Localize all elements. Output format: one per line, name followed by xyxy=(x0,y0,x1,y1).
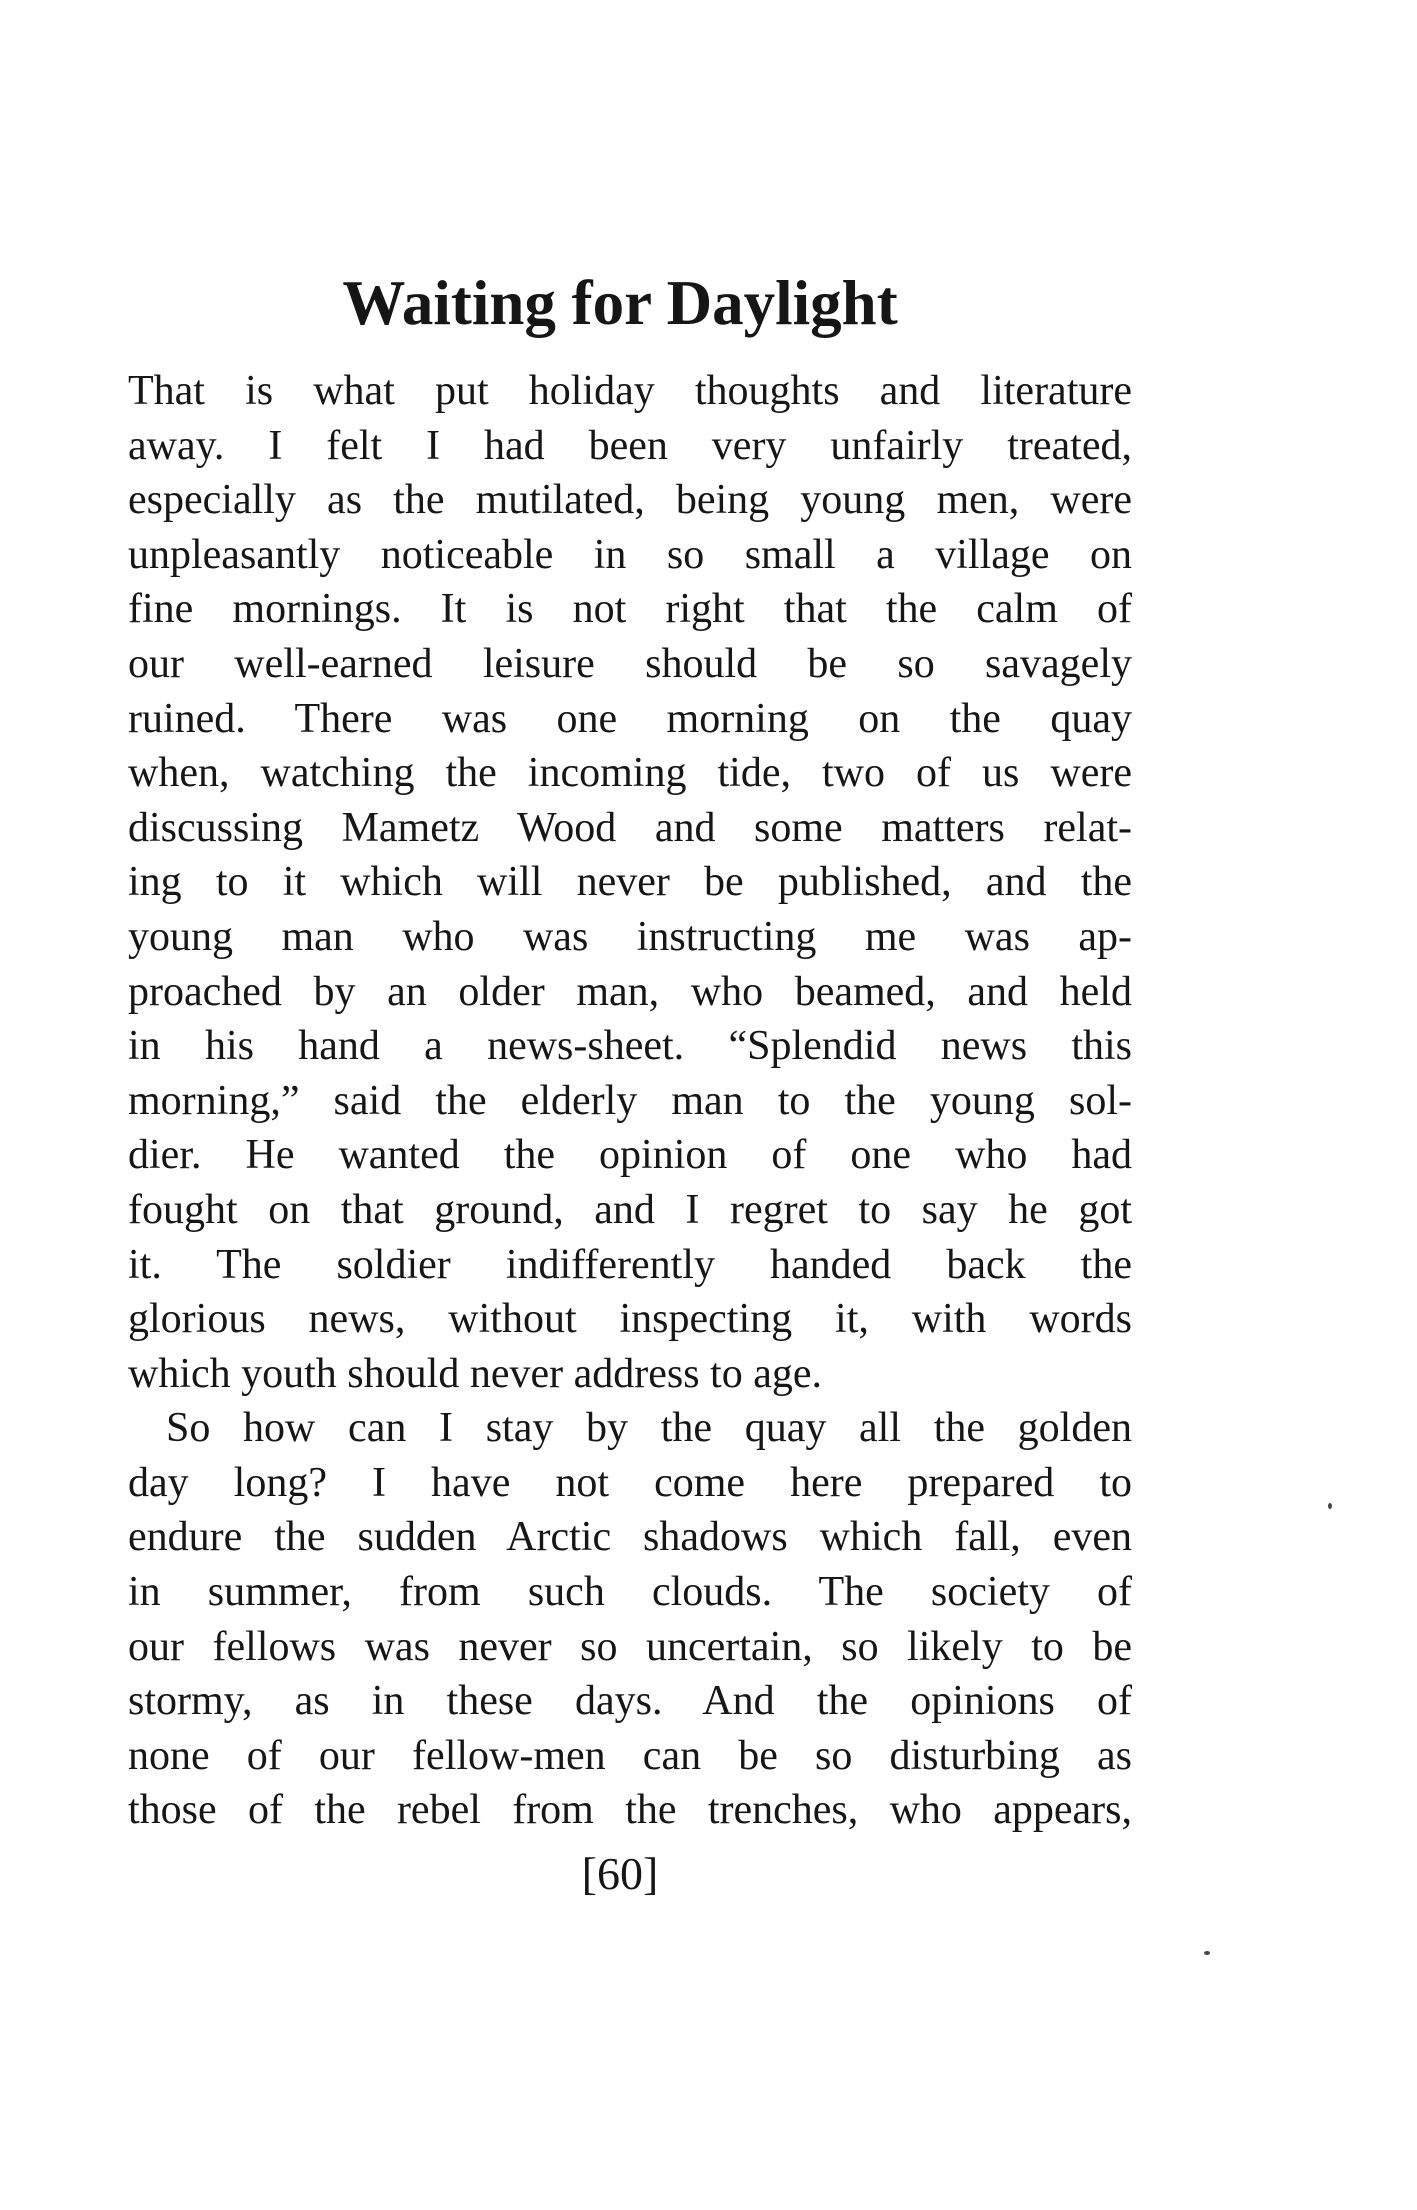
text-line: That is what put holiday thoughts and literature xyxy=(128,368,1132,414)
text-line: which youth should never address to age. xyxy=(128,1350,823,1397)
text-line: away. I felt I had been very unfairly treated, xyxy=(128,422,1132,469)
text-line: proached by an older man, who beamed, and held xyxy=(128,968,1132,1015)
print-speck xyxy=(1328,1503,1332,1509)
paragraph-1 xyxy=(128,364,1132,1401)
print-speck xyxy=(1204,1951,1210,1955)
text-line: in his hand a news-sheet. “Splendid news this xyxy=(128,1023,1132,1070)
text-line: dier. He wanted the opinion of one who had xyxy=(128,1132,1132,1179)
text-line: it. The soldier indifferently handed back the xyxy=(128,1241,1132,1288)
body-text xyxy=(128,364,1132,1838)
page-number: [60] xyxy=(581,1848,659,1899)
text-line: stormy, as in these days. And the opinions of xyxy=(128,1678,1132,1725)
text-line: when, watching the incoming tide, two of us were xyxy=(128,750,1132,797)
text-line: fought on that ground, and I regret to say he got xyxy=(128,1186,1132,1233)
text-line: ing to it which will never be published, and the xyxy=(128,859,1132,906)
text-line: in summer, from such clouds. The society of xyxy=(128,1569,1132,1616)
running-head: Waiting for Daylight xyxy=(342,268,898,338)
text-line: ruined. There was one morning on the quay xyxy=(128,695,1132,742)
paragraph-2 xyxy=(128,1401,1132,1838)
text-line: young man who was instructing me was ap- xyxy=(128,913,1132,960)
text-line: discussing Mametz Wood and some matters relat- xyxy=(128,804,1132,851)
text-line: morning,” said the elderly man to the young sol- xyxy=(128,1077,1132,1124)
text-line: So how can I stay by the quay all the golden xyxy=(166,1405,1132,1452)
text-line: none of our fellow-men can be so disturbing as xyxy=(128,1732,1132,1779)
text-line: especially as the mutilated, being young men, were xyxy=(128,477,1132,524)
text-line: our well-earned leisure should be so savagely xyxy=(128,640,1132,687)
text-line: those of the rebel from the trenches, who appears, xyxy=(128,1787,1132,1834)
text-line: fine mornings. It is not right that the calm of xyxy=(128,586,1132,633)
text-line: unpleasantly noticeable in so small a village on xyxy=(128,531,1132,578)
text-line: endure the sudden Arctic shadows which fall, even xyxy=(128,1514,1132,1561)
text-line: day long? I have not come here prepared to xyxy=(128,1459,1132,1506)
text-line: glorious news, without inspecting it, with words xyxy=(128,1296,1132,1343)
text-line: our fellows was never so uncertain, so likely to be xyxy=(128,1623,1132,1670)
